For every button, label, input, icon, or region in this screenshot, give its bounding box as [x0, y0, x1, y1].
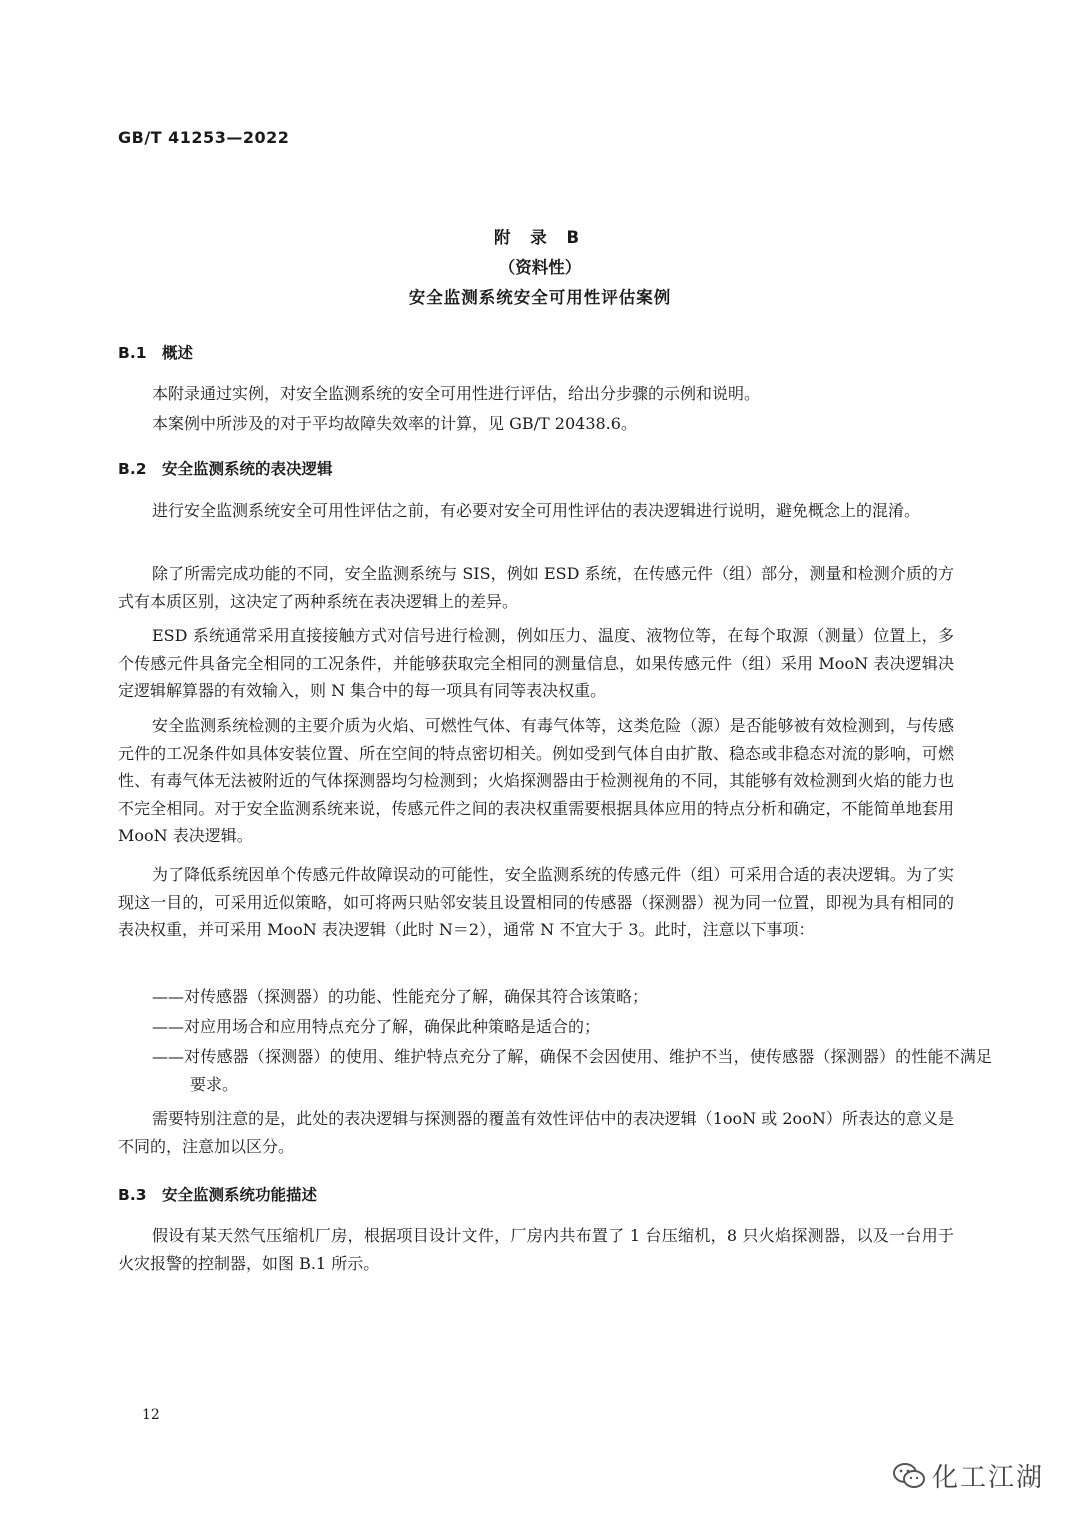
section-number: B.3 [118, 1186, 147, 1204]
section-number: B.1 [118, 344, 147, 362]
paragraph: 需要特别注意的是，此处的表决逻辑与探测器的覆盖有效性评估中的表决逻辑（1ooN 或 2ooN）所表达的意义是不同的，注意加以区分。 [118, 1109, 954, 1156]
appendix-label: 附 录 B [493, 228, 587, 247]
paragraph: 进行安全监测系统安全可用性评估之前，有必要对安全可用性评估的表决逻辑进行说明，避免概念上的混淆。 [152, 501, 921, 520]
wechat-icon [892, 1461, 926, 1491]
dash-list-item: ——对应用场合和应用特点充分了解，确保此种策略是适合的； [152, 1017, 601, 1036]
section-title: 安全监测系统功能描述 [162, 1186, 318, 1204]
document-code: GB/T 41253—2022 [118, 128, 290, 147]
section-number: B.2 [118, 460, 147, 478]
paragraph: 除了所需完成功能的不同，安全监测系统与 SIS，例如 ESD 系统，在传感元件（组）部分，测量和检测介质的方式有本质区别，这决定了两种系统在表决逻辑上的差异。 [118, 564, 954, 611]
paragraph: 本案例中所涉及的对于平均故障失效率的计算，见 GB/T 20438.6。 [152, 414, 637, 433]
section-heading-b3 [118, 1183, 317, 1205]
appendix-title: 安全监测系统安全可用性评估案例 [408, 288, 672, 307]
paragraph: 安全监测系统检测的主要介质为火焰、可燃性气体、有毒气体等，这类危险（源）是否能够被有效检测到，与传感元件的工况条件如具体安装位置、所在空间的特点密切相关。例如受到气体自由扩散、稳态或非稳态对流的影响，可燃性、有毒气体无法被附近的气体探测器均匀检测到；火焰探测器由于检测视角的不同，其能够有效检测到火焰的能力也不完全相同。对于安全监测系统来说，传感元件之间的表决权重需要根据具体应用的特点分析和确定，不能简单地套用 MooN 表决逻辑。 [118, 716, 954, 845]
section-title: 安全监测系统的表决逻辑 [162, 460, 333, 478]
section-heading-b2 [118, 457, 333, 479]
appendix-nature: （资料性） [498, 258, 582, 277]
dash-list-item: ——对传感器（探测器）的使用、维护特点充分了解，确保不会因使用、维护不当，使传感器（探测器）的性能不满足要求。 [152, 1047, 992, 1094]
section-title: 概述 [162, 344, 194, 362]
paragraph: 为了降低系统因单个传感元件故障误动的可能性，安全监测系统的传感元件（组）可采用合适的表决逻辑。为了实现这一目的，可采用近似策略，如可将两只贴邻安装且设置相同的传感器（探测器）视为同一位置，即视为具有相同的表决权重，并可采用 MooN 表决逻辑（此时 N＝2），通常 N 不宜大于 3。此时，注意以下事项： [118, 865, 954, 939]
paragraph: ESD 系统通常采用直接接触方式对信号进行检测，例如压力、温度、液物位等，在每个取源（测量）位置上，多个传感元件具备完全相同的工况条件，并能够获取完全相同的测量信息，如果传感元件（组）采用 MooN 表决逻辑决定逻辑解算器的有效输入，则 N 集合中的每一项具有同等表决权重。 [118, 626, 954, 700]
dash-list-item: ——对传感器（探测器）的功能、性能充分了解，确保其符合该策略； [152, 987, 649, 1006]
section-heading-b1 [118, 341, 193, 363]
page-number: 12 [142, 1407, 160, 1423]
paragraph: 本附录通过实例，对安全监测系统的安全可用性进行评估，给出分步骤的示例和说明。 [152, 384, 761, 403]
watermark-text: 化工江湖 [931, 1463, 1044, 1493]
paragraph: 假设有某天然气压缩机厂房，根据项目设计文件，厂房内共布置了 1 台压缩机，8 只火焰探测器，以及一台用于火灾报警的控制器，如图 B.1 所示。 [118, 1226, 954, 1273]
watermark [892, 1457, 1044, 1494]
